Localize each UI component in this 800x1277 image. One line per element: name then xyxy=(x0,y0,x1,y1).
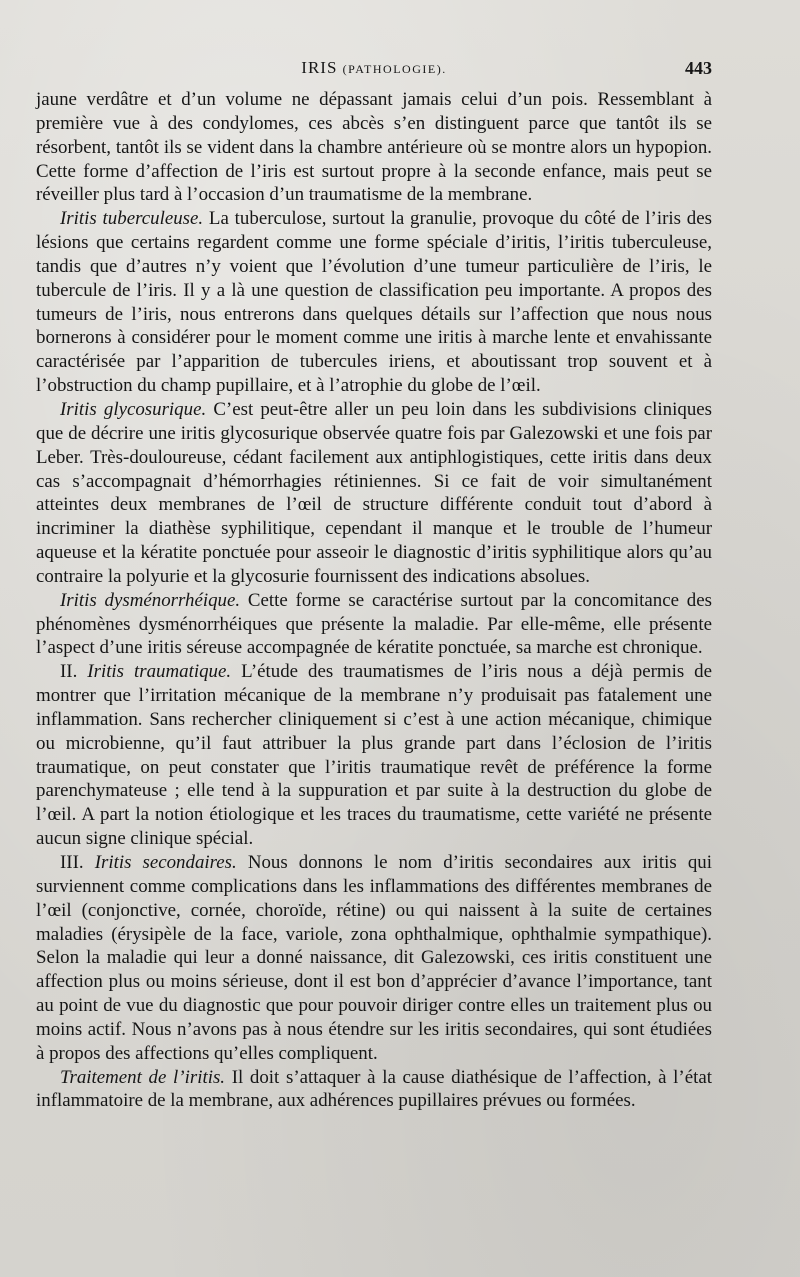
paragraph-traitement xyxy=(36,1066,712,1114)
section-numeral: III. xyxy=(60,852,84,873)
page-number: 443 xyxy=(685,58,712,78)
paragraph-heading: Iritis traumatique. xyxy=(87,661,232,683)
running-title: IRIS xyxy=(301,58,338,77)
page-header xyxy=(36,58,712,84)
paragraph-body: L’étude des traumatismes de l’iris nous a déjà permis de montrer que l’irritation mécanique de la membrane n’y produisait pas fatalement une inflammation. Sans rechercher cliniquement si c’est à une action mécanique, chimique ou microbienne, qu’il faut attribuer la plus grande part dans l’éclosion de l’iritis traumatique, on peut constater que l’iritis traumatique revêt de préférence la forme parenchymateuse ; elle tend à la suppuration et par suite à la destruction du globe de l’œil. A part la notion étiologique et les traces du traumatisme, cette variété ne présente aucun signe clinique spécial. xyxy=(36,661,712,850)
body-text xyxy=(36,88,712,1113)
paragraph-heading: Iritis glycosurique. xyxy=(60,398,207,420)
paragraph-heading: Iritis secondaires. xyxy=(94,852,237,873)
running-head xyxy=(36,58,712,78)
paragraph-continuation xyxy=(36,88,712,207)
paragraph-iritis-traumatique xyxy=(36,660,712,851)
paragraph-iritis-tuberculeuse xyxy=(36,207,712,398)
section-numeral: II. xyxy=(60,661,78,683)
paragraph-heading: Iritis tuberculeuse. xyxy=(60,208,204,230)
paragraph-iritis-glycosurique xyxy=(36,398,712,589)
paragraph-body: La tuberculose, surtout la granulie, provoque du côté de l’iris des lésions que certains regardent comme une forme spéciale d’iritis, l’iritis tuberculeuse, tandis que d’autres n’y voient que l’évolution d’une tumeur particulière de l’iris, le tubercule de l’iris. Il y a là une question de classification peu importante. A propos des tumeurs de l’iris, nous entrerons dans quelques détails sur l’affection que nous nous bornerons à considérer pour le moment comme une iritis à marche lente et envahissante caractérisée par l’apparition de tubercules iriens, et aboutissant trop souvent et à l’obstruction du champ pupillaire, et à l’atrophie du globe de l’œil. xyxy=(36,208,712,397)
running-subtitle: (PATHOLOGIE). xyxy=(342,62,447,76)
paragraph-body: Cette forme se caractérise surtout par la concomitance des phénomènes dysménorrhéiques que présente la maladie. Par elle-même, elle présente l’aspect d’une iritis séreuse accompagnée de kératite ponctuée, sa marche est chronique. xyxy=(36,589,712,659)
paragraph-body: C’est peut-être aller un peu loin dans les subdivisions cliniques que de décrire une iritis glycosurique observée quatre fois par Galezowski et une fois par Leber. Très-douloureuse, cédant facilement aux antiphlogistiques, cette iritis dans deux cas s’accompagnait d’hémorrhagies rétiniennes. Si ce fait de voir simultanément atteintes deux membranes de l’œil de structure différente conduit tout d’abord à incriminer la diathèse syphilitique, cependant il manque et le trouble de l’humeur aqueuse et la kératite ponctuée pour asseoir le diagnostic d’iritis syphilitique alors qu’au contraire la polyurie et la glycosurie fournissent des indications absolues. xyxy=(36,398,712,587)
paragraph-body: jaune verdâtre et d’un volume ne dépassant jamais celui d’un pois. Ressemblant à première vue à des condylomes, ces abcès s’en distinguent parce que tantôt ils se résorbent, tantôt ils se vident dans la chambre antérieure où se montre alors un hypopion. Cette forme d’affection de l’iris est surtout propre à la seconde enfance, mais peut se réveiller plus tard à l’occasion d’un traumatisme de la membrane. xyxy=(36,89,712,206)
paragraph-iritis-dysmenorrheique xyxy=(36,589,712,661)
paragraph-body: Nous donnons le nom d’iritis secondaires aux iritis qui surviennent comme complications dans les inflammations des différentes membranes de l’œil (conjonctive, cornée, choroïde, rétine) ou qui naissent à la suite de certaines maladies (érysipèle de la face, variole, zona ophthalmique, ophthalmie sympathique). Selon la maladie qui leur a donné naissance, dit Galezowski, ces iritis constituent une affection plus ou moins sérieuse, dont il est bon d’apprécier d’avance l’importance, tant au point de vue du diagnostic que pour pouvoir diriger contre elles un traitement plus ou moins actif. Nous n’avons pas à nous étendre sur les iritis secondaires, qui sont étudiées à propos des affections qu’elles compliquent. xyxy=(36,852,712,1064)
paragraph-heading: Iritis dysménorrhéique. xyxy=(60,589,241,611)
paragraph-heading: Traitement de l’iritis. xyxy=(60,1066,226,1088)
paragraph-iritis-secondaires xyxy=(36,851,712,1066)
paragraph-body: Il doit s’attaquer à la cause diathésique de l’affection, à l’état inflammatoire de la membrane, aux adhérences pupillaires prévues ou formées. xyxy=(36,1066,712,1112)
